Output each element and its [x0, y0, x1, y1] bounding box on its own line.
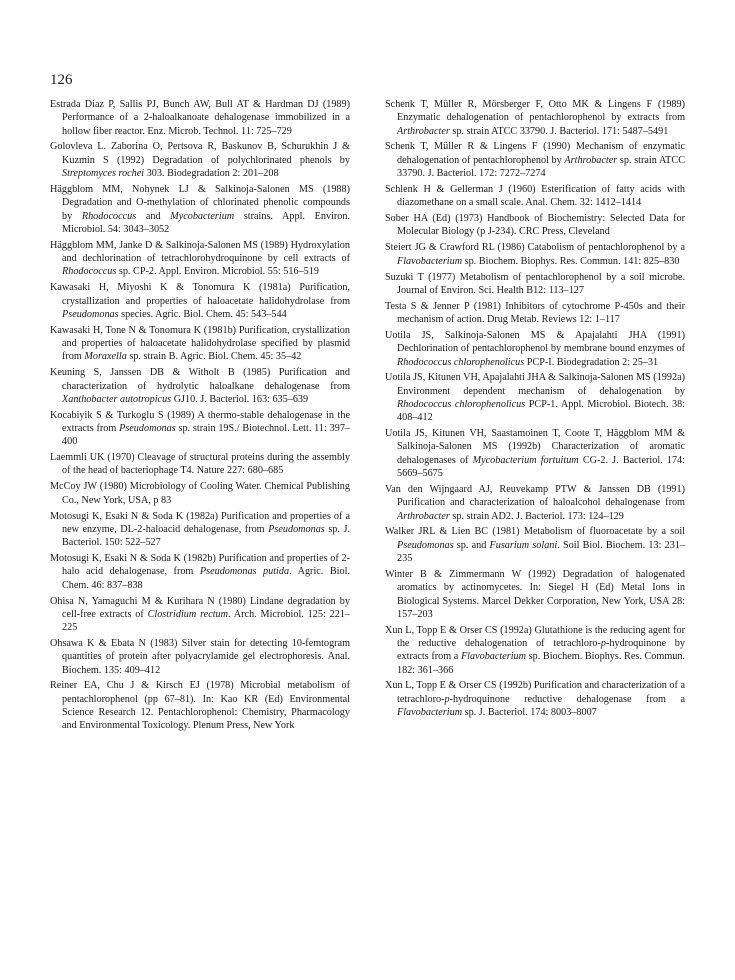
reference-entry: Reiner EA, Chu J & Kirsch EJ (1978) Microbial metabolism of pentachlorophenol (pp 67–81). In: Kao KR (Ed) Environmental Science Research 12. Pentachlorophenol: Chemistry, Pharmacology and Environmental Toxicology. Plenum Press, New York	[50, 680, 350, 732]
reference-entry: Häggblom MM, Janke D & Salkinoja-Salonen MS (1989) Hydroxylation and dechlorination of tetrachlorohydroquinone by cell extracts of Rhodococcus sp. CP-2. Appl. Environ. Microbiol. 55: 516–519	[50, 239, 350, 278]
reference-entry: Winter B & Zimmermann W (1992) Degradation of halogenated aromatics by actinomycetes. In: Siegel H (Ed) Metal Ions in Biological Systems. Marcel Dekker Corporation, New York, USA 28: 157–203	[385, 568, 685, 620]
reference-entry: Golovleva L. Zaborina O, Pertsova R, Baskunov B, Schurukhin J & Kuzmin S (1992) Degradation of polychlorinated phenols by Streptomyces rochei 303. Biodegradation 2: 201–208	[50, 141, 350, 180]
reference-entry: Walker JRL & Lien BC (1981) Metabolism of fluoroacetate by a soil Pseudomonas sp. and Fusarium solani. Soil Biol. Biochem. 13: 231–235	[385, 526, 685, 565]
reference-entry: Sober HA (Ed) (1973) Handbook of Biochemistry: Selected Data for Molecular Biology (p J-234). CRC Press, Cleveland	[385, 213, 685, 238]
reference-entry: Suzuki T (1977) Metabolism of pentachlorophenol by a soil microbe. Journal of Environ. Sci. Health B12: 113–127	[385, 271, 685, 296]
reference-entry: Uotila JS, Kitunen VH, Apajalahti JHA & Salkinoja-Salonen MS (1992a) Environment dependent mechanism of dehalogenation by Rhodococcus chlorophenolicus PCP-1. Appl. Microbiol. Biotech. 38: 408–412	[385, 372, 685, 424]
reference-entry: McCoy JW (1980) Microbiology of Cooling Water. Chemical Publishing Co., New York, USA, p 83	[50, 481, 350, 506]
reference-entry: Steiert JG & Crawford RL (1986) Catabolism of pentachlorophenol by a Flavobacterium sp. Biochem. Biophys. Res. Commun. 141: 825–830	[385, 242, 685, 267]
reference-entry: Häggblom MM, Nohynek LJ & Salkinoja-Salonen MS (1988) Degradation and O-methylation of chlorinated phenolic compounds by Rhodococcus and Mycobacterium strains. Appl. Environ. Microbiol. 54: 3043–3052	[50, 183, 351, 235]
references-right-column	[385, 98, 685, 722]
reference-entry: Schenk T, Müller R & Lingens F (1990) Mechanism of enzymatic dehalogenation of pentachlorophenol by Arthrobacter sp. strain ATCC 33790. J. Bacteriol. 172: 7272–7274	[385, 141, 685, 180]
reference-entry: Ohsawa K & Ebata N (1983) Silver stain for detecting 10-femtogram quantities of protein after polyacrylamide gel electrophoresis. Anal. Biochem. 135: 409–412	[50, 638, 350, 676]
reference-entry: Laemmli UK (1970) Cleavage of structural proteins during the assembly of the head of bacteriophage T4. Nature 227: 680–685	[50, 452, 350, 477]
references-left-column	[50, 98, 350, 735]
reference-entry: Schlenk H & Gellerman J (1960) Esterification of fatty acids with diazomethane on a small scale. Anal. Chem. 32: 1412–1414	[385, 183, 685, 209]
reference-entry: Kocabiyik S & Turkoglu S (1989) A thermo-stable dehalogenase in the extracts from Pseudomonas sp. strain 19S./ Biotechnol. Lett. 11: 397–400	[50, 409, 351, 448]
reference-entry: Motosugi K, Esaki N & Soda K (1982b) Purification and properties of 2-halo acid dehalogenase, from Pseudomonas putida. Agric. Biol. Chem. 46: 837–838	[50, 553, 350, 591]
reference-entry: Uotila JS, Kitunen VH, Saastamoinen T, Coote T, Häggblom MM & Salkinoja-Salonen MS (1992b) Characterization of aromatic dehalogenases of Mycobacterium fortuitum CG-2. J. Bacteriol. 174: 5669–5675	[385, 428, 685, 480]
reference-entry: Uotila JS, Salkinoja-Salonen MS & Apajalahti JHA (1991) Dechlorination of pentachlorophenol by membrane bound enzymes of Rhodococcus chlorophenolicus PCP-I. Biodegradation 2: 25–31	[385, 329, 685, 368]
reference-entry: Schenk T, Müller R, Mörsberger F, Otto MK & Lingens F (1989) Enzymatic dehalogenation of pentachlorophenol by extracts from Arthrobacter sp. strain ATCC 33790. J. Bacteriol. 171: 5487–5491	[385, 99, 685, 137]
reference-entry: Motosugi K, Esaki N & Soda K (1982a) Purification and properties of a new enzyme, DL-2-haloacid dehalogenase, from Pseudomonas sp. J. Bacteriol. 150: 522–527	[50, 510, 350, 549]
reference-entry: Ohisa N, Yamaguchi M & Kurihara N (1980) Lindane degradation by cell-free extracts of Clostridium rectum. Arch. Microbiol. 125: 221–225	[50, 595, 350, 634]
reference-entry: Xun L, Topp E & Orser CS (1992a) Glutathione is the reducing agent for the reductive dehalogenation of tetrachloro-p-hydroquinone by extracts from a Flavobacterium sp. Biochem. Biophys. Res. Commun. 182: 361–366	[385, 624, 685, 676]
reference-entry: Kawasaki H, Tone N & Tonomura K (1981b) Purification, crystallization and properties of haloacetate halidohydrolase specified by plasmid from Moraxella sp. strain B. Agric. Biol. Chem. 45: 35–42	[50, 324, 350, 363]
reference-entry: Estrada Diaz P, Sallis PJ, Bunch AW, Bull AT & Hardman DJ (1989) Performance of a 2-haloalkanoate dehalogenase immobilized in a hollow fiber reactor. Enz. Microb. Technol. 11: 725–729	[50, 99, 350, 137]
page-number: 126	[50, 72, 73, 88]
reference-entry: Kawasaki H, Miyoshi K & Tonomura K (1981a) Purification, crystallization and properties of haloacetate halidohydrolase from Pseudomonas species. Agric. Biol. Chem. 45: 543–544	[50, 282, 350, 320]
reference-entry: Van den Wijngaard AJ, Reuvekamp PTW & Janssen DB (1991) Purification and characterization of haloalcohol dehalogenase from Arthrobacter sp. strain AD2. J. Bacteriol. 173: 124–129	[385, 483, 685, 522]
reference-entry: Xun L, Topp E & Orser CS (1992b) Purification and characterization of a tetrachloro-p-hydroquinone reductive dehalogenase from a Flavobacterium sp. J. Bacteriol. 174: 8003–8007	[385, 680, 685, 719]
reference-entry: Keuning S, Janssen DB & Witholt B (1985) Purification and characterization of hydrolytic haloalkane dehalogenase from Xanthobacter autotropicus GJ10. J. Bacteriol. 163: 635–639	[50, 367, 350, 405]
reference-entry: Testa S & Jenner P (1981) Inhibitors of cytochrome P-450s and their mechanism of action. Drug Metab. Reviews 12: 1–117	[385, 300, 685, 326]
